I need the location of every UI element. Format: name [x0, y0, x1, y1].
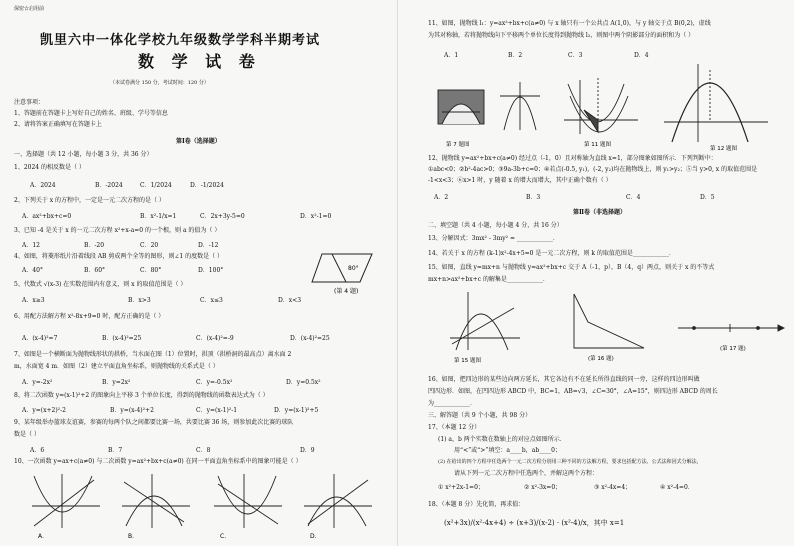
- fig12-caption: 第 12 题图: [710, 146, 737, 152]
- question-17-a: (1) a，b 两个实数在数轴上的对应点如图所示．: [438, 436, 566, 443]
- q10-option-d: D．: [310, 533, 321, 540]
- question-6: 6、用配方法解方程 x²-8x+9=0 时，配方正确的是（ ）: [14, 313, 165, 320]
- q4-angle-label: 80°: [348, 265, 359, 272]
- question-17: 17、（本题 12 分）: [428, 424, 481, 431]
- q2-option-a: A．ax²+bx+c=0: [22, 213, 72, 220]
- question-11: 11、如图，抛物线 l₁：y=ax²+bx+c(a≠0) 与 x 轴只有一个公共点 A(1,0)，与 y 轴交于点 B(0,2)，虚线: [428, 20, 711, 27]
- exam-meta: （本试卷满分 150 分，考试时间：120 分）: [110, 80, 209, 86]
- question-17-b2: 请从下列一元二次方程中任选两个，并解这两个方程：: [454, 470, 599, 477]
- q3-option-d: D．-12: [198, 242, 219, 249]
- q7-option-a: A．y=-2x²: [22, 379, 53, 386]
- q1-option-c: C．1/2024: [140, 182, 172, 189]
- q12-option-a: A．2: [434, 194, 449, 201]
- fig7-caption: 第 7 题图: [446, 142, 470, 148]
- question-11-cont: 为其对称轴，若将抛物线向下平移两个单位长度得到抛物线 l₂，则图中两个阴影部分的面积和为（ ）: [428, 32, 695, 39]
- secret-tag: 保密☆启用前: [14, 6, 45, 12]
- fig16-caption: (第 16 题): [588, 356, 614, 362]
- q6-option-d: D．(x-4)²=25: [290, 335, 330, 342]
- q17-equation-2: ② x²-3x=0；: [524, 484, 562, 491]
- q8-option-d: D．y=(x-1)²+5: [274, 407, 319, 414]
- q1-option-a: A．2024: [30, 182, 56, 189]
- q7-option-c: C．y=-0.5x²: [196, 379, 233, 386]
- question-12-cont2: -1<x<3；⑥x>1 时，y 随着 x 的增大而增大，其中正确个数有（ ）: [428, 177, 612, 184]
- q12-option-b: B．3: [526, 194, 541, 201]
- q6-option-b: B．(x-4)²=25: [102, 335, 142, 342]
- notice-2: 2、请将答案正确填写在答题卡上: [14, 121, 102, 128]
- question-7: 7、如图是一个横断面为抛物线形状的拱桥，当水面在图（1）位置时，拱顶（拱桥洞的最高点）离水面 2: [14, 351, 292, 358]
- q8-option-c: C．y=(x-1)²-1: [196, 407, 238, 414]
- q11-option-c: C．3: [568, 52, 583, 59]
- q17-equation-1: ① x²+2x-1=0；: [438, 484, 484, 491]
- section-2-title: 第Ⅱ卷（非选择题）: [573, 209, 627, 216]
- right-column: [397, 0, 794, 546]
- q11-option-a: A．1: [444, 52, 459, 59]
- question-16-cont: 凹四边形．如图，在凹四边形 ABCD 中，BC=1，AB=√3，∠C=30°，∠A=15°，则四边形 ABCD 的周长: [428, 388, 718, 395]
- q4-rhombus-figure: [310, 248, 380, 296]
- q9-option-d: D．9: [300, 447, 315, 454]
- q1-option-d: D．-1/2024: [190, 182, 224, 189]
- q17-equation-4: ④ x²-4=0．: [660, 484, 694, 491]
- q6-option-c: C．(x-4)²=-9: [196, 335, 234, 342]
- question-18-expression: (x²+3x)/(x²-4x+4) ÷ (x+3)/(x-2) · (x²-4)/x，其中 x=1: [444, 519, 625, 527]
- q10-option-b: B．: [128, 533, 139, 540]
- question-16: 16、如图，把四边形的某些边向两方延长，其它各边有不在延长所得直线的同一旁，这样的四边形叫做: [428, 376, 700, 383]
- q12-option-c: C．4: [626, 194, 641, 201]
- fig11-caption: 第 11 题图: [584, 142, 611, 148]
- q2-option-b: B．x²-1/x=1: [140, 213, 177, 220]
- q12-option-d: D．5: [700, 194, 715, 201]
- q5-option-a: A．x≥3: [22, 297, 45, 304]
- q4-option-d: D．100°: [198, 267, 224, 274]
- figures-row-2: [428, 288, 788, 370]
- q8-option-a: A．y=(x+2)²-2: [22, 407, 66, 414]
- question-12: 12、抛物线 y=ax²+bx+c(a≠0) 经过点（-1，0）且对称轴为直线 x=1，部分图象如图所示．下列判断中：: [428, 155, 717, 162]
- q4-option-b: B．60°: [84, 267, 106, 274]
- question-17-b: (2) 在给出的四个方程中任选两个一元二次方程分别用三种不同的方法解方程，要求包括配方法、公式法和因式分解法，: [438, 459, 702, 465]
- question-7-cont: m，水面宽 4 m．如图（2）建立平面直角坐标系，则抛物线的关系式是（ ）: [14, 363, 219, 370]
- q7-option-b: B．y=2x²: [102, 379, 131, 386]
- notice-1: 1、答题前在答题卡上写好自己的姓名、班级、学号等信息: [14, 110, 168, 117]
- question-16-cont2: 为____________．: [428, 400, 477, 407]
- question-10: 10、一次函数 y=ax+c(a≠0) 与二次函数 y=ax²+bx+c(a≠0) 在同一平面直角坐标系中的图象可能是（ ）: [14, 458, 302, 465]
- question-4: 4、如图，将菱形纸片沿着线段 AB 剪成两个全等的图形，则∠1 的度数是（ ）: [14, 253, 224, 260]
- q3-option-a: A．12: [22, 242, 40, 249]
- fig17-caption: (第 17 题): [720, 346, 746, 352]
- q2-option-d: D．x²-1=0: [300, 213, 332, 220]
- q7-option-d: D．y=0.5x²: [286, 379, 321, 386]
- figures-row-1: [428, 60, 788, 152]
- part-2-title: 二、填空题（共 4 小题，每小题 4 分，共 16 分）: [428, 222, 563, 229]
- q4-figure-caption: (第 4 题): [334, 288, 359, 295]
- question-9-cont: 数是（ ）: [14, 431, 40, 438]
- question-15: 15、如图，直线 y=mx+n 与抛物线 y=ax²+bx+c 交于 A（-1，p），B（4，q）两点，则关于 x 的不等式: [428, 264, 715, 271]
- part-1-title: 一、选择题（共 12 小题，每小题 3 分，共 36 分）: [14, 151, 153, 158]
- exam-subtitle: 数 学 试 卷: [138, 52, 261, 71]
- question-15-cont: mx+n>ax²+bx+c 的解集是____________．: [428, 276, 549, 283]
- q17-equation-3: ③ x²-4x=4；: [594, 484, 632, 491]
- q5-option-b: B．x>3: [128, 297, 151, 304]
- q9-option-a: A．6: [30, 447, 45, 454]
- question-14: 14、若关于 x 的方程 (k-1)x²-4x+5=0 是一元二次方程，则 k 的取值范围是____________．: [428, 250, 675, 257]
- exam-title: 凯里六中一体化学校九年级数学学科半期考试: [40, 33, 321, 48]
- question-2: 2、下列关于 x 的方程中，一定是一元二次方程的是（ ）: [14, 197, 165, 204]
- q9-option-b: B．7: [108, 447, 123, 454]
- q11-option-b: B．2: [508, 52, 523, 59]
- q3-option-c: C．20: [140, 242, 159, 249]
- section-1-title: 第Ⅰ卷（选择题）: [176, 138, 221, 145]
- q10-option-a: A．: [38, 533, 49, 540]
- notice-header: 注意事项：: [14, 99, 45, 106]
- fig15-caption: 第 15 题图: [454, 358, 481, 364]
- q10-option-c: C．: [220, 533, 231, 540]
- question-18: 18、（本题 8 分）先化简，再求值：: [428, 501, 525, 508]
- q10-graphs: [22, 470, 392, 542]
- q1-option-b: B．-2024: [95, 182, 123, 189]
- q9-option-c: C．8: [196, 447, 211, 454]
- part-3-title: 三、解答题（共 9 个小题，共 98 分）: [428, 412, 532, 419]
- question-3: 3、已知 -4 是关于 x 的一元二次方程 x²+x-a=0 的一个根，则 a 的值为（ ）: [14, 227, 221, 234]
- question-5: 5、代数式 √(x-3) 在实数范围内有意义，则 x 的取值范围是（ ）: [14, 281, 187, 288]
- question-13: 13、分解因式：3mx² - 3my² = ____________．: [428, 235, 559, 242]
- question-1: 1、2024 的相反数是（ ）: [14, 164, 85, 171]
- question-8: 8、将二次函数 y=(x-1)²+2 的图象向上平移 3 个单位长度，得到的抛物线的函数表达式为（ ）: [14, 392, 269, 399]
- q5-option-c: C．x≤3: [200, 297, 223, 304]
- q8-option-b: B．y=(x-4)²+2: [110, 407, 154, 414]
- q4-option-a: A．40°: [22, 267, 43, 274]
- question-17-a2: 用“<”或“>”填空：a____b，ab____0；: [454, 447, 561, 454]
- q3-option-b: B．-20: [84, 242, 105, 249]
- question-9: 9、某年级举办篮球友谊赛，参赛的每两个队之间都要比赛一场，共要比赛 36 场，则参加此次比赛的球队: [14, 419, 294, 426]
- question-12-cont: ①abc<0；②b²-4ac>0；③9a-3b+c=0；④若点(-0.5, y₁)，(-2, y₂)均在抛物线上，则 y₁>y₂；⑤当 y>0, x 的取值范围是: [428, 166, 758, 173]
- q6-option-a: A．(x-4)²=7: [22, 335, 58, 342]
- q5-option-d: D．x<3: [278, 297, 302, 304]
- q2-option-c: C．2x+3y-5=0: [200, 213, 245, 220]
- q11-option-d: D．4: [634, 52, 649, 59]
- q4-option-c: C．80°: [140, 267, 162, 274]
